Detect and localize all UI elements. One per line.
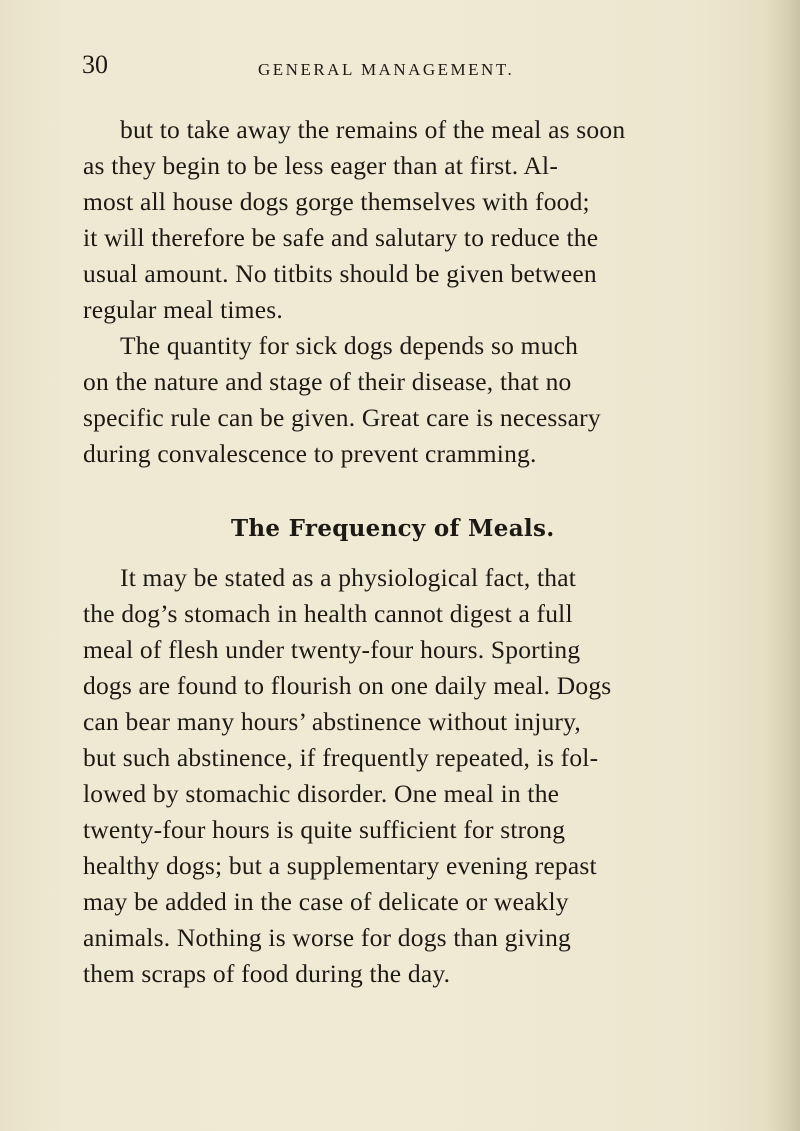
text-line: meal of flesh under twenty-four hours. Sporting bbox=[83, 635, 581, 664]
text-line: usual amount. No titbits should be given between bbox=[83, 259, 597, 288]
running-title: GENERAL MANAGEMENT. bbox=[258, 60, 515, 79]
text-line: but such abstinence, if frequently repeated, is fol- bbox=[83, 743, 599, 772]
section-heading: The Frequency of Meals. bbox=[231, 515, 555, 542]
text-line: twenty-four hours is quite sufficient for strong bbox=[83, 815, 566, 844]
text-line: during convalescence to prevent cramming. bbox=[83, 439, 537, 468]
text-line: it will therefore be safe and salutary to reduce the bbox=[83, 223, 599, 252]
text-line: animals. Nothing is worse for dogs than giving bbox=[83, 923, 571, 952]
text-line: It may be stated as a physiological fact, that bbox=[120, 563, 577, 592]
text-line: them scraps of food during the day. bbox=[83, 959, 451, 988]
text-line: as they begin to be less eager than at first. Al- bbox=[83, 151, 559, 180]
text-line: specific rule can be given. Great care is necessary bbox=[83, 403, 601, 432]
text-line: regular meal times. bbox=[83, 295, 283, 324]
text-line: on the nature and stage of their disease, that no bbox=[83, 367, 572, 396]
page-number: 30 bbox=[82, 50, 108, 79]
text-line: dogs are found to flourish on one daily meal. Dogs bbox=[83, 671, 612, 700]
text-line: The quantity for sick dogs depends so much bbox=[120, 331, 579, 360]
text-line: healthy dogs; but a supplementary evening repast bbox=[83, 851, 597, 880]
text-line: can bear many hours’ abstinence without injury, bbox=[83, 707, 581, 736]
text-line: most all house dogs gorge themselves with food; bbox=[83, 187, 590, 216]
text-line: lowed by stomachic disorder. One meal in the bbox=[83, 779, 560, 808]
text-line: may be added in the case of delicate or weakly bbox=[83, 887, 569, 916]
text-line: but to take away the remains of the meal as soon bbox=[120, 115, 626, 144]
text-line: the dog’s stomach in health cannot digest a full bbox=[83, 599, 573, 628]
